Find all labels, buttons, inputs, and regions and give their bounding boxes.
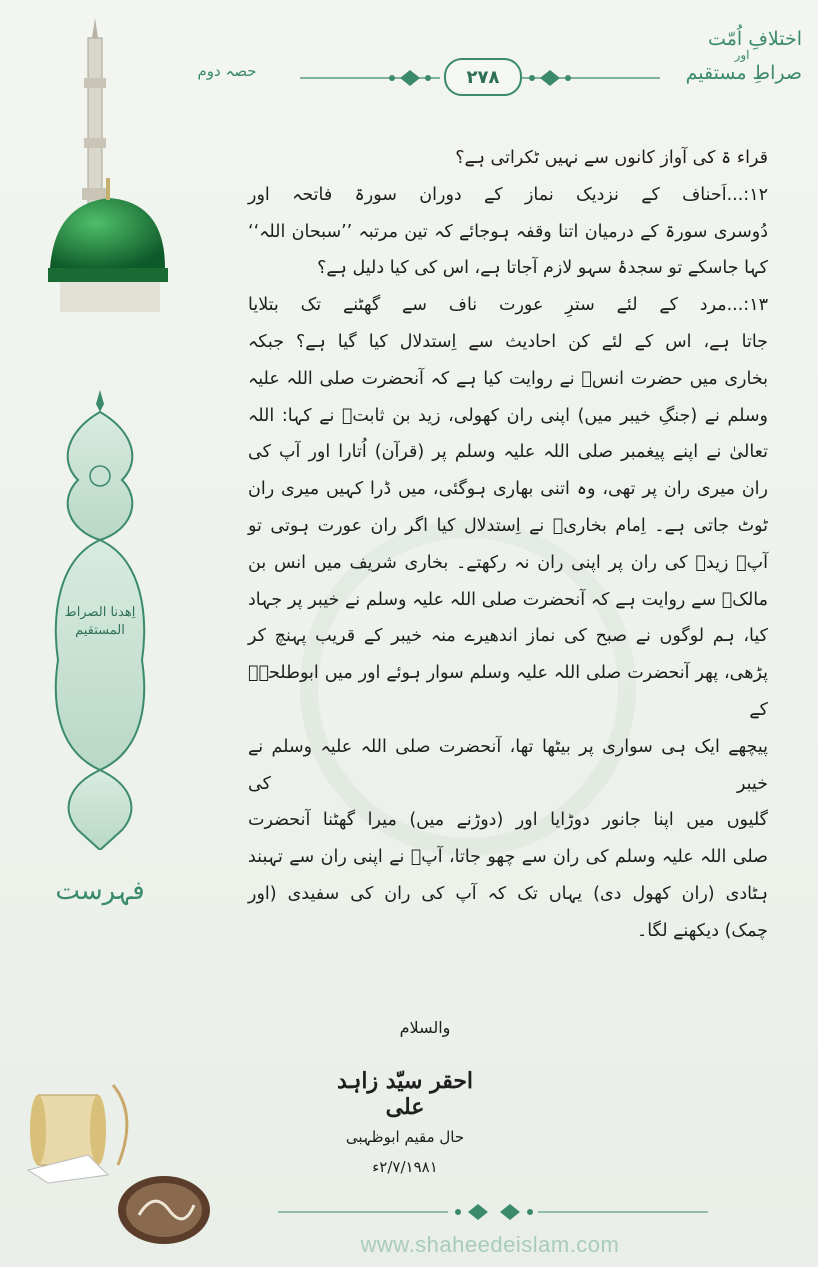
text-line: دُوسری سورۃ کے درمیان اتنا وقفہ ہوجائے کہ تین مرتبہ ’’سبحان اللہ‘‘ <box>248 221 768 242</box>
text-line: پڑھی، پھر آنحضرت صلی اللہ علیہ وسلم سوار ہوئے اور میں ابوطلحہؓ کے <box>248 663 768 720</box>
signature-name: احقر سیّد زاہد علی <box>336 1068 474 1120</box>
text-line: ۱۲:...اَحناف کے نزدیک نماز کے دوران سورۃ فاتحہ اور <box>248 184 768 205</box>
text-line: پیچھے ایک ہی سواری پر بیٹھا تھا، آنحضرت صلی اللہ علیہ وسلم نے خیبر کی <box>248 736 768 794</box>
text-line: ٹوٹ جاتی ہے۔ اِمام بخاریؒ نے اِستدلال کیا اگر ران عورت ہوتی تو <box>248 515 768 536</box>
part-label: حصہ دوم <box>197 62 257 80</box>
closing-salutation: والسلام <box>399 1018 451 1037</box>
text-line: چمک) دیکھنے لگا۔ <box>636 920 768 941</box>
book-title-line1: اختلافِ اُمّت <box>708 28 802 50</box>
index-link[interactable]: فہرست <box>55 876 145 906</box>
text-line: صلی اللہ علیہ وسلم کی ران سے چھو جاتا، آپؐ نے اپنی ران سے تہبند <box>248 847 768 868</box>
signature-date: ۲/۷/۱۹۸۱ء <box>372 1158 438 1176</box>
book-title-line2: اور <box>734 48 750 62</box>
scroll-quill-image <box>18 1075 148 1185</box>
text-line: ران میری ران پر تھی، وہ اتنی بھاری ہوگئی، میں ڈرا کہیں میری ران <box>248 479 768 500</box>
text-line: وسلم نے (جنگِ خیبر میں) اپنی ران کھولی، زید بن ثابتؓ نے کہا: اللہ <box>248 405 768 426</box>
side-emblem-text: اِهدنا الصراط المستقیم <box>64 605 136 638</box>
book-title <box>682 28 802 84</box>
text-line: جاتا ہے، اس کے لئے کن احادیث سے اِستدلال کیا گیا ہے؟ جبکہ <box>248 331 768 352</box>
calligraphy-seal-logo <box>114 1170 214 1250</box>
main-text <box>248 140 768 950</box>
text-line: کیا، ہم لوگوں نے صبح کی نماز اندھیرے منہ خیبر کے قریب پہنچ کر <box>248 626 768 647</box>
text-line: قراء ۃ کی آواز کانوں سے نہیں ٹکراتی ہے؟ <box>455 148 768 168</box>
book-title-line3: صراطِ مستقیم <box>685 62 802 84</box>
text-line: تعالیٰ نے اپنے پیغمبر صلی اللہ علیہ وسلم پر (قرآن) اُتارا اور آپ کی <box>248 442 768 463</box>
text-line: گلیوں میں اپنا جانور دوڑایا اور (دوڑنے میں) میرا گھٹنا آنحضرت <box>248 810 768 831</box>
page-number: ۲۷۸ <box>444 58 522 96</box>
text-line: بخاری میں حضرت انسؓ نے روایت کیا ہے کہ آنحضرت صلی اللہ علیہ <box>248 368 768 389</box>
signature-location: حال مقیم ابوظہبی <box>345 1128 465 1146</box>
website-link[interactable]: www.shaheedeislam.com <box>360 1232 620 1257</box>
dome-minaret-image <box>40 18 170 318</box>
text-line: مالکؓ سے روایت ہے کہ آنحضرت صلی اللہ علیہ وسلم نے خیبر پر جہاد <box>248 589 768 610</box>
text-line: ۱۳:...مرد کے لئے سترِ عورت ناف سے گھٹنے تک بتلایا <box>248 295 768 316</box>
text-line: ہٹادی (ران کھول دی) یہاں تک کہ آپ کی ران کی سفیدی (اور <box>248 883 768 904</box>
text-line: آپؐ زیدؓ کی ران پر اپنی ران نہ رکھتے۔ بخاری شریف میں انس بن <box>248 552 768 573</box>
footer-ornament <box>278 1198 708 1226</box>
text-line: کہا جاسکے تو سجدۂ سہو لازم آجاتا ہے، اس کی کیا دلیل ہے؟ <box>317 258 768 279</box>
